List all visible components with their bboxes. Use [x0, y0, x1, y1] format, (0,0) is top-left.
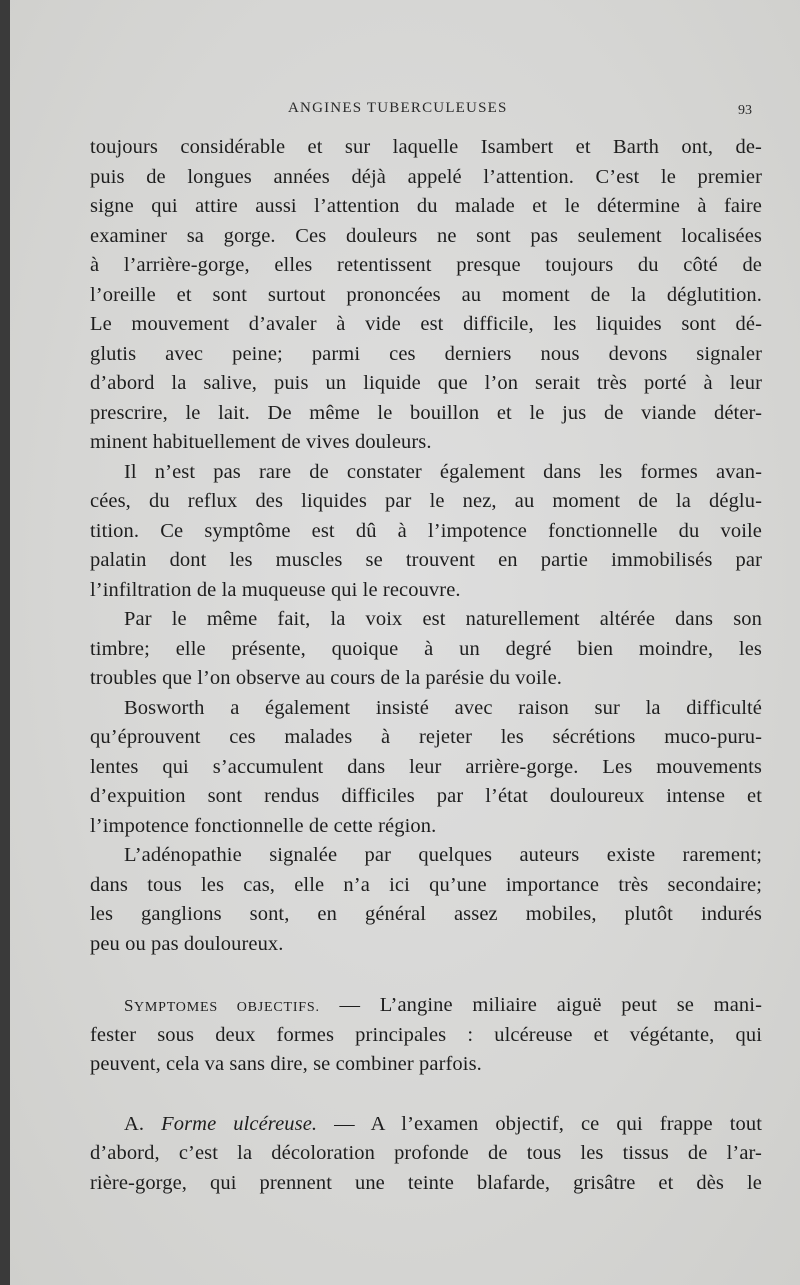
- text-line: les ganglions sont, en général assez mobiles, plutôt indurés: [90, 903, 762, 925]
- page-number: 93: [738, 103, 752, 118]
- text-line: Bosworth a également insisté avec raison sur la difficulté: [124, 696, 762, 719]
- subsection-label: A.: [124, 1112, 162, 1135]
- text-line: rière-gorge, qui prennent une teinte blafarde, grisâtre et dès le: [90, 1171, 762, 1194]
- body-text: [90, 133, 762, 1198]
- text-line: cées, du reflux des liquides par le nez, au moment de la déglu-: [90, 490, 762, 512]
- scanned-page: [10, 0, 800, 1285]
- text-line: l’impotence fonctionnelle de cette région.: [90, 814, 437, 837]
- text-line: [90, 991, 762, 1021]
- section-heading-smallcaps: YMPTOMES OBJECTIFS.: [133, 1000, 320, 1015]
- text-line: Le mouvement d’avaler à vide est difficile, les liquides sont dé-: [90, 313, 762, 335]
- text-line: à l’arrière-gorge, elles retentissent presque toujours du côté de: [90, 254, 762, 276]
- text-line: d’abord, c’est la décoloration profonde de tous les tissus de l’ar-: [90, 1142, 762, 1164]
- paragraph: [90, 694, 762, 842]
- section-spacer: [90, 1080, 762, 1110]
- subsection-continuation: — A l’examen objectif, ce qui frappe tout: [317, 1112, 762, 1135]
- text-line: minent habituellement de vives douleurs.: [90, 431, 432, 453]
- text-line: lentes qui s’accumulent dans leur arrière-gorge. Les mouvements: [90, 755, 762, 778]
- text-line: signe qui attire aussi l’attention du malade et le détermine à faire: [90, 195, 762, 217]
- section-heading-continuation: — L’angine miliaire aiguë peut se mani-: [319, 994, 762, 1016]
- paragraph: [90, 841, 762, 959]
- text-line: toujours considérable et sur laquelle Isambert et Barth ont, de-: [90, 136, 762, 158]
- text-line: L’adénopathie signalée par quelques auteurs existe rarement;: [124, 844, 762, 866]
- text-line: examiner sa gorge. Ces douleurs ne sont pas seulement localisées: [90, 224, 762, 247]
- text-line: puis de longues années déjà appelé l’attention. C’est le premier: [90, 165, 762, 188]
- text-line: Il n’est pas rare de constater également dans les formes avan-: [124, 460, 762, 483]
- text-line: fester sous deux formes principales : ulcéreuse et végétante, qui: [90, 1023, 762, 1046]
- text-line: d’expuition sont rendus difficiles par l’état douloureux intense et: [90, 785, 762, 807]
- paragraph: [90, 605, 762, 694]
- section-spacer: [90, 959, 762, 991]
- text-line: prescrire, le lait. De même le bouillon et le jus de viande déter-: [90, 401, 762, 424]
- text-line: l’oreille et sont surtout prononcées au moment de la déglutition.: [90, 283, 762, 306]
- section-heading-initial: S: [124, 996, 134, 1015]
- running-title: ANGINES TUBERCULEUSES: [288, 100, 508, 116]
- text-line: Par le même fait, la voix est naturellement altérée dans son: [124, 608, 762, 630]
- text-line: qu’éprouvent ces malades à rejeter les sécrétions muco-puru-: [90, 726, 762, 748]
- text-line: l’infiltration de la muqueuse qui le recouvre.: [90, 578, 461, 601]
- text-line: tition. Ce symptôme est dû à l’impotence fonctionnelle du voile: [90, 519, 762, 542]
- paragraph: [90, 133, 762, 458]
- text-line: peuvent, cela va sans dire, se combiner parfois.: [90, 1053, 482, 1075]
- text-line: dans tous les cas, elle n’a ici qu’une importance très secondaire;: [90, 873, 762, 896]
- text-line: [90, 1110, 762, 1140]
- paragraph-section-heading: [90, 991, 762, 1080]
- text-line: troubles que l’on observe au cours de la parésie du voile.: [90, 667, 563, 689]
- text-line: peu ou pas douloureux.: [90, 932, 284, 955]
- paragraph-subsection: [90, 1110, 762, 1199]
- paragraph: [90, 458, 762, 606]
- subsection-title: Forme ulcéreuse.: [161, 1112, 318, 1135]
- text-line: glutis avec peine; parmi ces derniers nous devons signaler: [90, 342, 762, 365]
- text-line: palatin dont les muscles se trouvent en partie immobilisés par: [90, 549, 762, 571]
- text-line: timbre; elle présente, quoique à un degré bien moindre, les: [90, 637, 762, 660]
- text-line: d’abord la salive, puis un liquide que l’on serait très porté à leur: [90, 372, 762, 394]
